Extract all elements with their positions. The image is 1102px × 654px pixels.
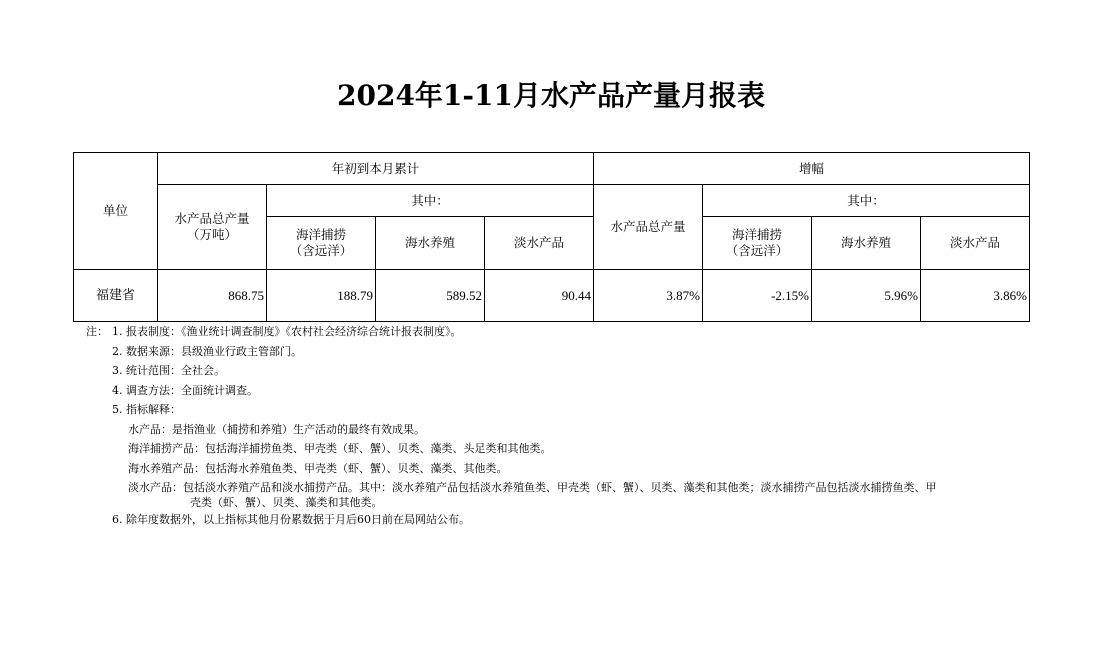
definition-freshwater bbox=[86, 480, 1036, 510]
freshwater-growth-value: 3.86% bbox=[921, 270, 1030, 322]
notes-label: 注： bbox=[86, 325, 108, 338]
definition-aquatic: 水产品：是指渔业（捕捞和养殖）生产活动的最终有效成果。 bbox=[128, 422, 425, 436]
total-output-label: 水产品总产量 bbox=[174, 211, 250, 226]
row-unit: 福建省 bbox=[74, 270, 158, 322]
growth-group-header: 增幅 bbox=[594, 153, 1030, 185]
cumulative-of-which-header: 其中： bbox=[267, 185, 594, 217]
note-6: 6. 除年度数据外，以上指标其他月份累数据于月后60日前在局网站公布。 bbox=[112, 513, 470, 526]
definition-marine-catch: 海洋捕捞产品：包括海洋捕捞鱼类、甲壳类（虾、蟹）、贝类、藻类、头足类和其他类。 bbox=[128, 442, 552, 455]
growth-mariculture-header: 海水养殖 bbox=[812, 217, 921, 270]
freshwater-header: 淡水产品 bbox=[485, 217, 594, 270]
unit-header: 单位 bbox=[74, 153, 158, 270]
mariculture-growth-value: 5.96% bbox=[812, 270, 921, 322]
growth-marine-catch-note: （含远洋） bbox=[725, 243, 789, 258]
growth-of-which-header: 其中： bbox=[703, 185, 1030, 217]
marine-catch-note: （含远洋） bbox=[289, 243, 353, 258]
growth-marine-catch-label: 海洋捕捞 bbox=[731, 227, 782, 242]
table-row bbox=[74, 270, 1030, 322]
notes-section bbox=[86, 322, 1036, 530]
growth-total-output-header: 水产品总产量 bbox=[594, 185, 703, 270]
page-title: 2024年1-11月水产品产量月报表 bbox=[337, 79, 765, 112]
freshwater-value: 90.44 bbox=[485, 270, 594, 322]
marine-catch-header bbox=[267, 217, 376, 270]
definition-mariculture: 海水养殖产品：包括海水养殖鱼类、甲壳类（虾、蟹）、贝类、藻类、其他类。 bbox=[128, 461, 508, 475]
total-value: 868.75 bbox=[158, 270, 267, 322]
note-1 bbox=[86, 322, 1036, 342]
total-output-unit: （万吨） bbox=[186, 227, 237, 242]
note-4: 4. 调查方法：全面统计调查。 bbox=[112, 383, 258, 397]
note-5: 5. 指标解释： bbox=[112, 403, 181, 416]
marine-catch-value: 188.79 bbox=[267, 270, 376, 322]
mariculture-value: 589.52 bbox=[376, 270, 485, 322]
total-output-header bbox=[158, 185, 267, 270]
note-3: 3. 统计范围：全社会。 bbox=[112, 364, 225, 377]
definition-freshwater-line2: 壳类（虾、蟹）、贝类、藻类和其他类。 bbox=[190, 496, 383, 509]
marine-catch-label: 海洋捕捞 bbox=[295, 227, 346, 242]
marine-catch-growth-value: -2.15% bbox=[703, 270, 812, 322]
definition-freshwater-line1: 淡水产品：包括淡水养殖产品和淡水捕捞产品。其中：淡水养殖产品包括淡水养殖鱼类、甲壳类（虾、蟹）、贝类、藻类和其他类；淡水捕捞产品包括淡水捕捞鱼类、甲 bbox=[128, 481, 937, 494]
cumulative-group-header: 年初到本月累计 bbox=[158, 153, 594, 185]
note-1-text: 1. 报表制度：《渔业统计调查制度》《农村社会经济综合统计报表制度》。 bbox=[112, 325, 462, 338]
mariculture-header: 海水养殖 bbox=[376, 217, 485, 270]
growth-freshwater-header: 淡水产品 bbox=[921, 217, 1030, 270]
note-2: 2. 数据来源：县级渔业行政主管部门。 bbox=[112, 344, 302, 358]
growth-marine-catch-header bbox=[703, 217, 812, 270]
total-growth-value: 3.87% bbox=[594, 270, 703, 322]
production-table bbox=[73, 152, 1030, 322]
